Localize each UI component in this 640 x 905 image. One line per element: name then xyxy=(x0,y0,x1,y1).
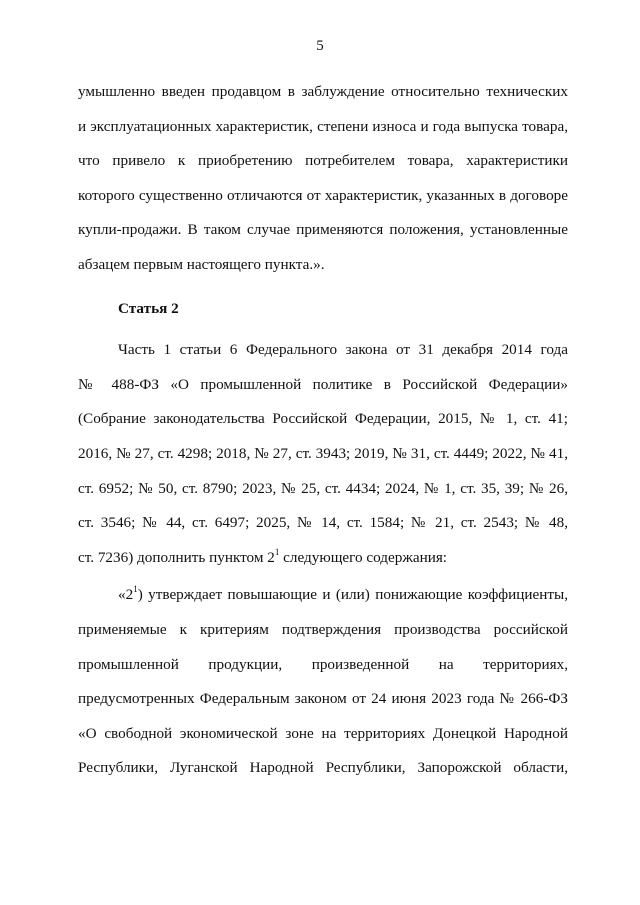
text-line: промышленной продукции, произведенной на территориях, xyxy=(78,655,568,673)
text-line: которого существенно отличаются от характеристик, указанных в договоре xyxy=(78,186,568,204)
text-line: абзацем первым настоящего пункта.». xyxy=(78,255,325,273)
text-line: «О свободной экономической зоне на территориях Донецкой Народной xyxy=(78,724,568,742)
text-run: ст. 7236) дополнить пунктом 2 xyxy=(78,548,275,566)
text-run: следующего содержания: xyxy=(279,548,448,566)
text-run: «2 xyxy=(118,586,134,604)
superscript: 1 xyxy=(133,584,138,595)
text-line: (Собрание законодательства Российской Федерации, 2015, № 1, ст. 41; xyxy=(78,410,568,428)
document-body xyxy=(78,75,568,786)
text-line: ст. 6952; № 50, ст. 8790; 2023, № 25, ст. 4434; 2024, № 1, ст. 35, 39; № 26, xyxy=(78,479,568,497)
page-number: 5 xyxy=(316,38,324,54)
text-run: ) утверждает повышающие и (или) понижающие коэффициенты, xyxy=(137,586,568,604)
text-line: умышленно введен продавцом в заблуждение относительно технических xyxy=(78,83,568,100)
text-line: предусмотренных Федеральным законом от 24 июня 2023 года № 266-ФЗ xyxy=(78,690,568,708)
text-line xyxy=(78,578,568,613)
text-line: что привело к приобретению потребителем товара, характеристики xyxy=(78,152,568,170)
text-line: Часть 1 статьи 6 Федерального закона от 31 декабря 2014 года xyxy=(118,341,568,359)
text-line: применяемые к критериям подтверждения производства российской xyxy=(78,620,568,638)
paragraph-2 xyxy=(78,333,568,575)
text-line: и эксплуатационных характеристик, степени износа и года выпуска товара, xyxy=(78,117,568,135)
text-line: купли-продажи. В таком случае применяются положения, установленные xyxy=(78,221,568,239)
text-line: Республики, Луганской Народной Республики, Запорожской области, xyxy=(78,759,568,777)
paragraph-1 xyxy=(78,75,568,283)
text-line: 2016, № 27, ст. 4298; 2018, № 27, ст. 3943; 2019, № 31, ст. 4449; 2022, № 41, xyxy=(78,444,568,462)
text-line xyxy=(78,541,568,576)
text-line: № 488-ФЗ «О промышленной политике в Российской Федерации» xyxy=(78,375,568,393)
paragraph-3 xyxy=(78,578,568,786)
article-heading: Статья 2 xyxy=(118,299,179,317)
text-line: ст. 3546; № 44, ст. 6497; 2025, № 14, ст. 1584; № 21, ст. 2543; № 48, xyxy=(78,514,568,532)
superscript: 1 xyxy=(274,546,280,557)
